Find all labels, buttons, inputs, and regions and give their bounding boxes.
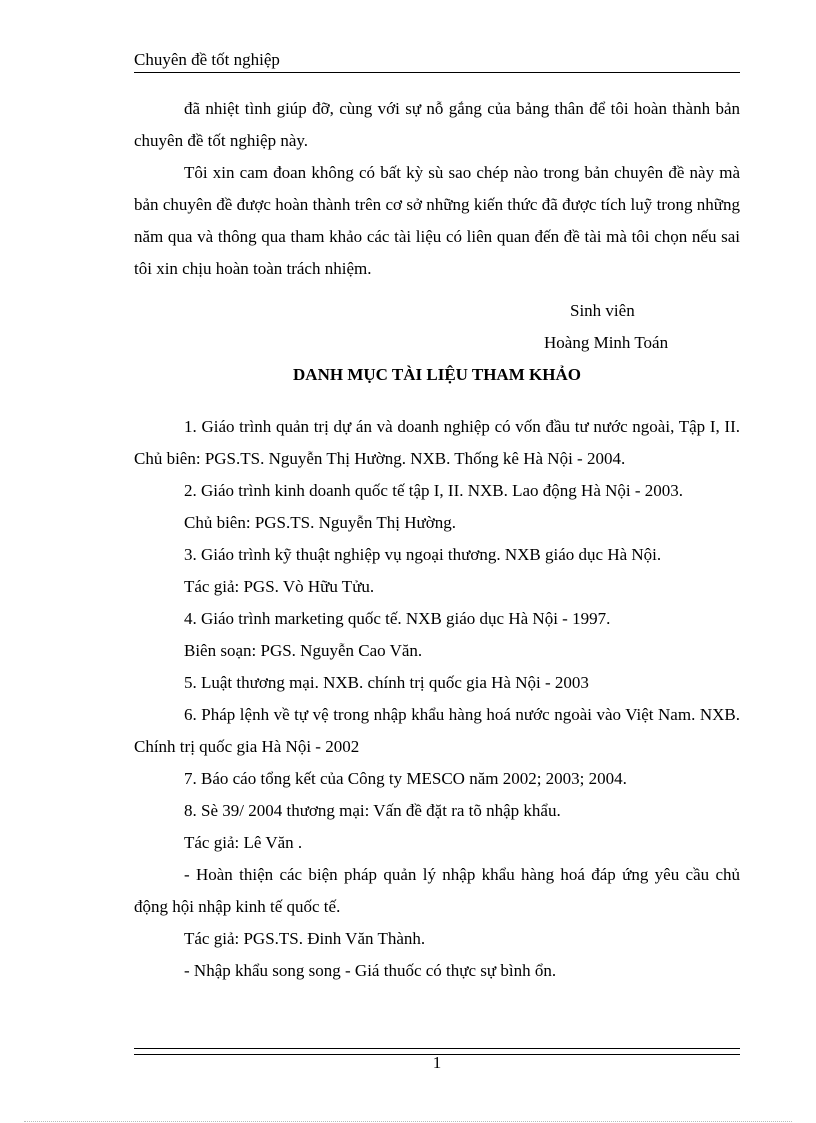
header-rule <box>134 72 740 73</box>
spacer <box>134 285 740 295</box>
reference-line: Chủ biên: PGS.TS. Nguyễn Thị Hường. <box>184 513 456 532</box>
page-edge-dotted-line <box>24 1121 792 1122</box>
references-heading: DANH MỤC TÀI LIỆU THAM KHẢO <box>293 365 581 384</box>
page-number: 1 <box>432 1053 442 1072</box>
spacer <box>134 391 740 411</box>
reference-line: 7. Báo cáo tổng kết của Công ty MESCO năm 2002; 2003; 2004. <box>184 769 627 788</box>
reference-line: Biên soạn: PGS. Nguyễn Cao Văn. <box>184 641 423 660</box>
references-list <box>134 411 740 987</box>
reference-line: 4. Giáo trình marketing quốc tế. NXB giáo dục Hà Nội - 1997. <box>184 609 611 628</box>
reference-line: - Hoàn thiện các biện pháp quản lý nhập khẩu hàng hoá đáp ứng yêu cầu chủ động hội nhập kinh tế quốc tế. <box>134 865 740 916</box>
intro-paragraph-2: Tôi xin cam đoan không có bất kỳ sù sao chép nào trong bản chuyên đề này mà bản chuyên đề được hoàn thành trên cơ sở những kiến thức đã được tích luỹ trong những năm qua và thông qua tham khảo các tài liệu có liên quan đến đề tài mà tôi chọn nếu sai tôi xin chịu hoàn toàn trách nhiệm. <box>134 163 740 278</box>
reference-line: 8. Sè 39/ 2004 thương mại: Vấn đề đặt ra tõ nhập khẩu. <box>184 801 561 820</box>
page-body <box>134 93 740 987</box>
reference-line: Tác giả: Lê Văn . <box>184 833 303 852</box>
intro-paragraph-1: đã nhiệt tình giúp đỡ, cùng với sự nỗ gắng của bảng thân để tôi hoàn thành bản chuyên đề tốt nghiệp này. <box>134 99 740 150</box>
reference-line: - Nhập khẩu song song - Giá thuốc có thực sự bình ổn. <box>184 961 557 980</box>
reference-line: 5. Luật thương mại. NXB. chính trị quốc gia Hà Nội - 2003 <box>184 673 589 692</box>
header-title: Chuyên đề tốt nghiệp <box>134 50 280 69</box>
reference-line: 3. Giáo trình kỹ thuật nghiệp vụ ngoại thương. NXB giáo dục Hà Nội. <box>184 545 662 564</box>
page-header <box>134 50 740 72</box>
reference-line: 1. Giáo trình quản trị dự án và doanh nghiệp có vốn đầu tư nước ngoài, Tập I, II. Chủ biên: PGS.TS. Nguyễn Thị Hường. NXB. Thống kê Hà Nội - 2004. <box>134 417 740 468</box>
reference-line: Tác giả: PGS. Vò Hữu Tửu. <box>184 577 375 596</box>
reference-line: 2. Giáo trình kinh doanh quốc tế tập I, II. NXB. Lao động Hà Nội - 2003. <box>184 481 684 500</box>
reference-line: 6. Pháp lệnh về tự vệ trong nhập khẩu hàng hoá nước ngoài vào Việt Nam. NXB. Chính trị quốc gia Hà Nội - 2002 <box>134 705 740 756</box>
reference-line: Tác giả: PGS.TS. Đinh Văn Thành. <box>184 929 426 948</box>
signature-name: Hoàng Minh Toán <box>544 333 669 352</box>
signature-role: Sinh viên <box>570 301 635 320</box>
